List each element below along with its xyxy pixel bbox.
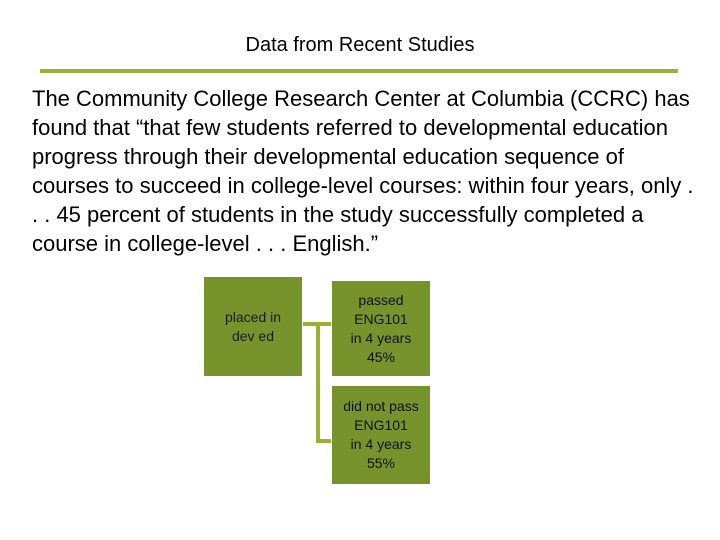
node-line: in 4 years: [350, 436, 412, 452]
connector-to-fail: [316, 439, 331, 443]
node-line: 55%: [366, 455, 396, 471]
body-paragraph: The Community College Research Center at Columbia (CCRC) has found that “that few students referred to developmental education progress through their developmental education sequence of courses to succeed in college-level courses: within four years, only . . . 45 percent of students in the study successfully completed a course in college-level . . . English.”: [32, 86, 694, 256]
connector-vertical: [316, 322, 320, 443]
node-line: did not pass: [343, 398, 419, 414]
node-did-not-pass-eng101: [331, 385, 431, 485]
node-line: placed in: [224, 308, 282, 325]
node-line: dev ed: [231, 327, 275, 344]
title-divider: [40, 69, 678, 73]
node-line: ENG101: [354, 417, 408, 433]
node-line: 45%: [366, 348, 395, 365]
slide-title: Data from Recent Studies: [245, 34, 475, 56]
node-line: ENG101: [354, 310, 408, 327]
node-placed-in-dev-ed: [203, 276, 303, 377]
node-line: in 4 years: [350, 329, 412, 346]
node-line: passed: [358, 291, 404, 308]
node-passed-eng101: [331, 280, 431, 377]
